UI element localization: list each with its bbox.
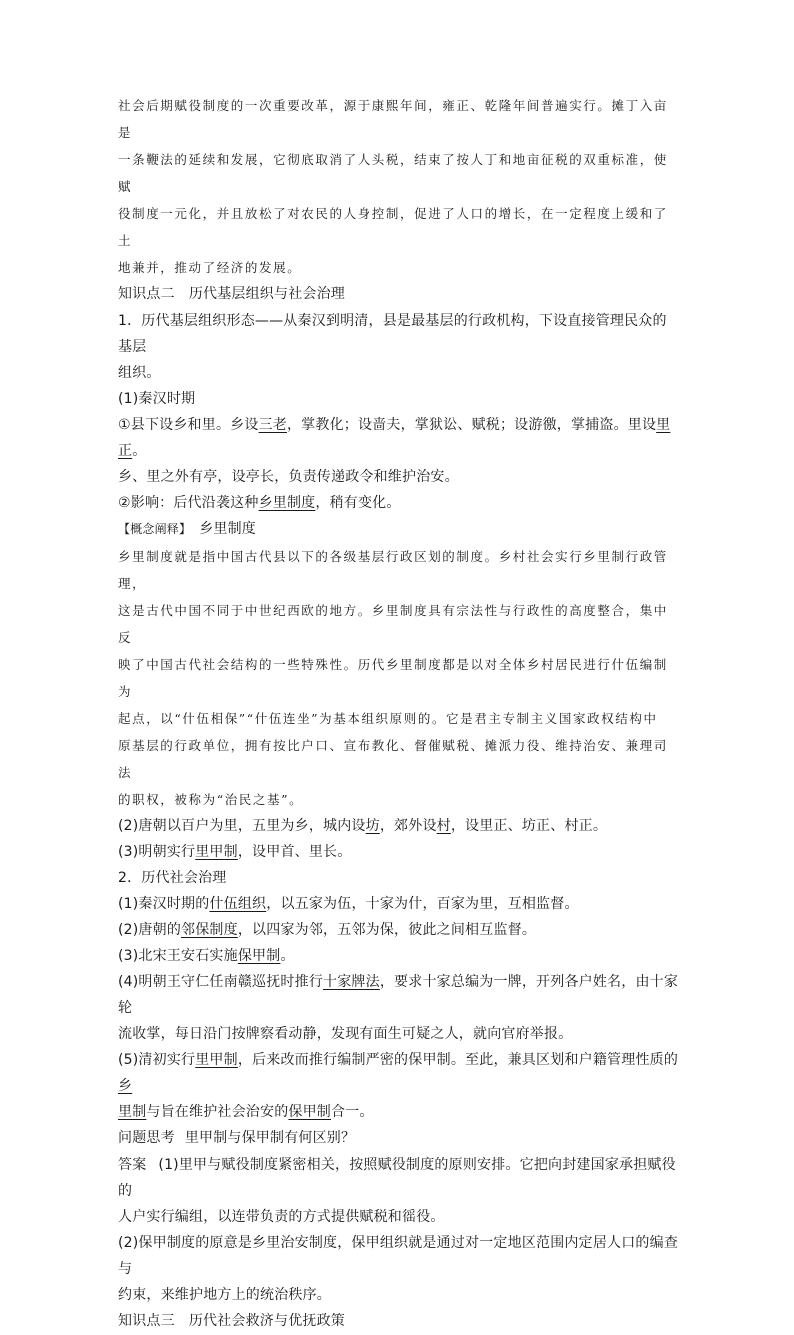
- text-span: ②影响：后代沿袭这种: [118, 495, 259, 511]
- intro-line: 役制度一元化，并且放松了对农民的人身控制，促进了人口的增长，在一定程度上缓和了土: [118, 206, 668, 248]
- governance-item-1: [118, 891, 680, 917]
- underlined-term: 乡: [118, 1078, 133, 1094]
- concept-line: 这是古代中国不同于中世纪西欧的地方。乡里制度具有宗法性与行政性的高度整合，集中反: [118, 603, 668, 645]
- knowledge-point-3-heading: [118, 1308, 680, 1335]
- underlined-term: 三老: [258, 417, 287, 433]
- governance-item-3: [118, 943, 680, 969]
- intro-line: 地兼并，推动了经济的发展。: [118, 260, 302, 275]
- underlined-term: 里正: [118, 417, 671, 459]
- text-span: (1)秦汉时期的: [118, 896, 210, 912]
- ming-line: [118, 839, 680, 865]
- text-span: ①县下设乡和里。乡设: [118, 417, 259, 433]
- underlined-term: 村: [436, 818, 451, 834]
- text-span: (1)里甲与赋役制度紧密相关，按照赋役制度的原则安排。它把向封建国家承担赋役的: [118, 1157, 676, 1199]
- answer-line: 人户实行编组，以连带负责的方式提供赋税和徭役。: [118, 1209, 445, 1225]
- text-span: (2)唐朝以百户为里，五里为乡，城内设: [118, 818, 366, 834]
- concept-title: 乡里制度: [199, 521, 257, 537]
- text-span: 合一。: [331, 1104, 374, 1120]
- governance-item-2: [118, 917, 680, 943]
- governance-item-4-cont: 流收掌，每日沿门按牌察看动静，发现有面生可疑之人，就向官府举报。: [118, 1026, 573, 1042]
- concept-paragraph: [118, 543, 680, 813]
- question-heading: [118, 1125, 680, 1152]
- concept-line: 起点，以“什伍相保”“什伍连坐”为基本组织原则的。它是君主专制主义国家政权结构中: [118, 711, 658, 726]
- section-2-heading: 2．历代社会治理: [118, 870, 227, 886]
- underlined-term: 坊: [365, 818, 380, 834]
- underlined-term: 保甲制: [237, 948, 281, 964]
- concept-tag: 【概念阐释】: [118, 522, 192, 536]
- underlined-term: 里甲制: [195, 1052, 238, 1068]
- item-1-line: [118, 412, 680, 464]
- governance-item-4: [118, 969, 680, 1021]
- section-1-line: 组织。: [118, 365, 161, 381]
- intro-line: 社会后期赋役制度的一次重要改革，源于康熙年间，雍正、乾隆年间普遍实行。摊丁入亩是: [118, 98, 668, 140]
- concept-line: 的职权，被称为“治民之基”。: [118, 792, 304, 807]
- text-span: ，以四家为邻，五邻为保，彼此之间相互监督。: [237, 922, 537, 938]
- text-span: (3)北宋王安石实施: [118, 948, 238, 964]
- text-span: (5)清初实行: [118, 1052, 196, 1068]
- intro-line: 一条鞭法的延续和发展，它彻底取消了人头税，结束了按人丁和地亩征税的双重标准，使赋: [118, 152, 668, 194]
- text-span: 。: [132, 443, 147, 459]
- intro-paragraph: [118, 92, 680, 281]
- qinhan-heading: (1)秦汉时期: [118, 391, 196, 407]
- kp-label: 知识点二: [118, 286, 175, 302]
- item-2-line: [118, 490, 680, 516]
- text-span: (2)唐朝的: [118, 922, 182, 938]
- item-1-line: 乡、里之外有亭，设亭长，负责传递政令和维护治安。: [118, 469, 459, 485]
- underlined-term: 里制: [118, 1104, 147, 1120]
- governance-item-5-cont: [118, 1099, 680, 1125]
- answer-label: 答案: [118, 1157, 147, 1173]
- underlined-term: 什伍组织: [209, 896, 267, 912]
- kp-title: 历代基层组织与社会治理: [188, 286, 346, 302]
- question-text: 里甲制与保甲制有何区别？: [184, 1130, 356, 1146]
- text-span: ，以五家为伍，十家为什，百家为里，互相监督。: [266, 896, 579, 912]
- concept-heading: [118, 516, 680, 543]
- question-label: 问题思考: [118, 1130, 175, 1146]
- kp-title: 历代社会救济与优抚政策: [188, 1313, 346, 1329]
- text-span: ，要求十家总编为一牌，开列各户姓名，由十家轮: [118, 974, 679, 1016]
- text-span: ，掌教化；设啬夫，掌狱讼、赋税；设游徼，掌捕盗。里设: [286, 417, 657, 433]
- page-content: [118, 92, 680, 1335]
- underlined-term: 里甲制: [195, 844, 238, 860]
- text-span: (3)明朝实行: [118, 844, 196, 860]
- underlined-term: 邻保制度: [181, 922, 238, 938]
- concept-line: 映了中国古代社会结构的一些特殊性。历代乡里制度都是以对全体乡村居民进行什伍编制为: [118, 657, 668, 699]
- concept-line: 原基层的行政单位，拥有按比户口、宣布教化、督催赋税、摊派力役、维持治安、兼理司法: [118, 738, 668, 780]
- tang-line: [118, 813, 680, 839]
- underlined-term: 十家牌法: [323, 974, 380, 990]
- text-span: ，稍有变化。: [315, 495, 401, 511]
- text-span: (4)明朝王守仁任南赣巡抚时推行: [118, 974, 324, 990]
- text-span: 。: [280, 948, 295, 964]
- underlined-term: 保甲制: [288, 1104, 332, 1120]
- answer-line: (2)保甲制度的原意是乡里治安制度，保甲组织就是通过对一定地区范围内定居人口的编查与: [118, 1235, 679, 1277]
- text-span: ，后来改而推行编制严密的保甲制。至此，兼具区划和户籍管理性质的: [237, 1052, 679, 1068]
- concept-line: 乡里制度就是指中国古代县以下的各级基层行政区划的制度。乡村社会实行乡里制行政管理，: [118, 549, 668, 591]
- kp-label: 知识点三: [118, 1313, 175, 1329]
- answer-line: [118, 1152, 680, 1204]
- text-span: 与旨在维护社会治安的: [146, 1104, 289, 1120]
- text-span: ，设里正、坊正、村正。: [450, 818, 608, 834]
- text-span: ，设甲首、里长。: [237, 844, 352, 860]
- governance-item-5: [118, 1047, 680, 1099]
- knowledge-point-2-heading: [118, 281, 680, 308]
- answer-line: 约束，来维护地方上的统治秩序。: [118, 1287, 331, 1303]
- text-span: ，郊外设: [379, 818, 437, 834]
- underlined-term: 乡里制度: [258, 495, 316, 511]
- section-1-line: 1．历代基层组织形态——从秦汉到明清，县是最基层的行政机构，下设直接管理民众的基层: [118, 313, 667, 355]
